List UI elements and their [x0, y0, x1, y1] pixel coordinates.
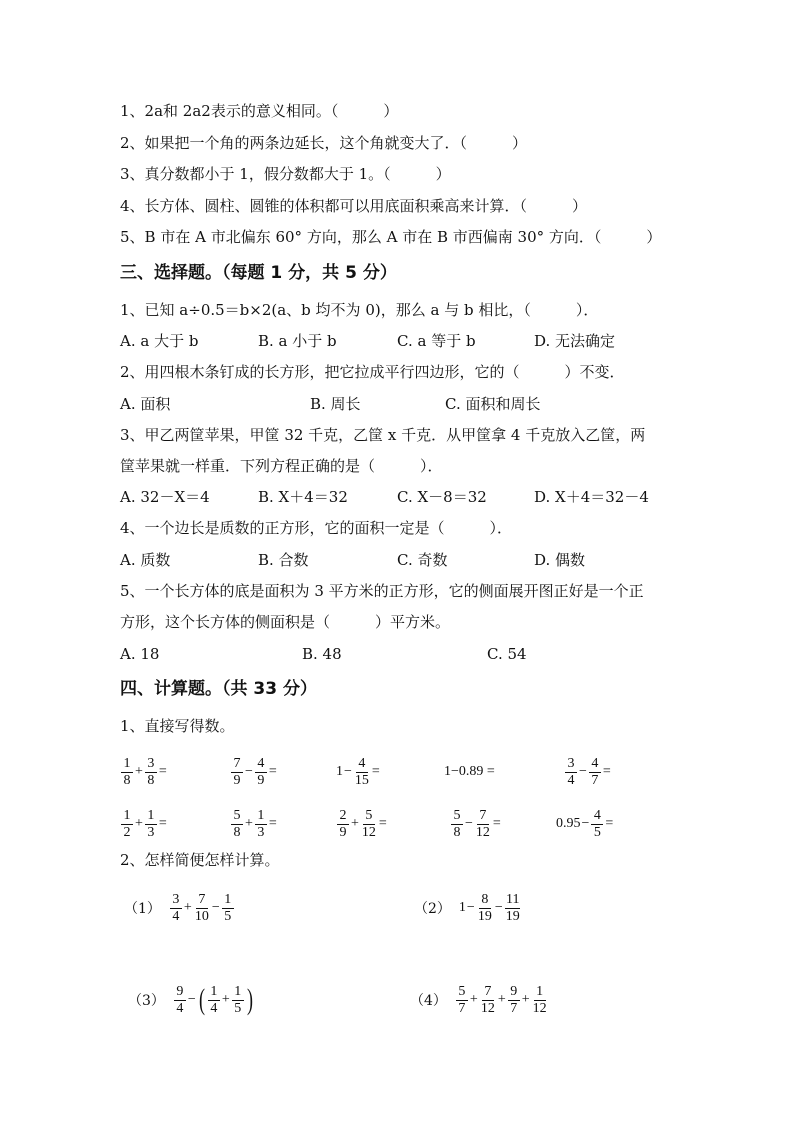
- expr-r1-3: 1 − $\frac{4}{15}$ =: [336, 755, 380, 788]
- option: B. 48: [302, 645, 342, 663]
- fraction: $\frac{5}{8}$: [231, 808, 243, 841]
- option: C. 面积和周长: [445, 395, 541, 413]
- judgment-item-3: 3、真分数都小于 1，假分数都大于 1。（ ）: [120, 165, 451, 183]
- option: C. X－8＝32: [397, 488, 487, 506]
- fraction: $\frac{1}{3}$: [255, 808, 267, 841]
- choice-q3-options: [120, 487, 720, 507]
- judgment-item-5: 5、B 市在 A 市北偏东 60° 方向，那么 A 市在 B 市西偏南 30° 方向．（ ）: [120, 228, 662, 246]
- expr-r1-4: 1−0.89 =: [444, 764, 495, 779]
- choice-q2: 2、用四根木条钉成的长方形，把它拉成平行四边形，它的（ ）不变．: [120, 363, 625, 381]
- choice-heading: 三、选择题。（每题 1 分，共 5 分）: [120, 263, 397, 283]
- fraction: $\frac{5}{7}$: [456, 984, 468, 1017]
- choice-q1-options: [120, 331, 720, 351]
- option: B. 周长: [310, 395, 361, 413]
- fraction: $\frac{3}{4}$: [565, 756, 577, 789]
- judgment-item-1: 1、2a和 2a2表示的意义相同。（ ）: [120, 102, 399, 120]
- fraction: $\frac{1}{5}$: [232, 984, 244, 1017]
- choice-q3-line1: 3、甲乙两筐苹果，甲筐 32 千克，乙筐 x 千克．从甲筐拿 4 千克放入乙筐，两: [120, 426, 646, 444]
- choice-q4-options: [120, 550, 720, 570]
- choice-q3-line2: 筐苹果就一样重．下列方程正确的是（ ）．: [120, 457, 443, 475]
- choice-q2-options: [120, 394, 720, 414]
- fraction: $\frac{7}{10}$: [194, 891, 209, 924]
- option: B. X＋4＝32: [258, 488, 348, 506]
- problem-3: （3） $\frac{9}{4}$ − ( $\frac{1}{4}$ + $\frac{1}{5}$ ): [128, 983, 253, 1016]
- fraction: $\frac{11}{19}$: [505, 891, 520, 924]
- choice-q4: 4、一个边长是质数的正方形，它的面积一定是（ ）．: [120, 519, 513, 537]
- option: C. a 等于 b: [397, 332, 476, 350]
- judgment-item-4: 4、长方体、圆柱、圆锥的体积都可以用底面积乘高来计算．（ ）: [120, 197, 588, 215]
- option: D. X＋4＝32－4: [534, 488, 649, 506]
- option: A. 质数: [120, 551, 171, 569]
- left-parenthesis: (: [198, 983, 205, 1016]
- calc-heading: 四、计算题。（共 33 分）: [120, 679, 317, 699]
- option: D. 无法确定: [534, 332, 616, 350]
- fraction: $\frac{8}{19}$: [477, 891, 492, 924]
- option: B. a 小于 b: [258, 332, 337, 350]
- problem-2: （2） 1 − $\frac{8}{19}$ − $\frac{11}{19}$: [414, 891, 520, 924]
- fraction: $\frac{1}{5}$: [222, 892, 234, 925]
- calc-sub2: 2、怎样简便怎样计算。: [120, 851, 280, 869]
- fraction: $\frac{1}{8}$: [121, 756, 133, 789]
- option: A. 面积: [120, 395, 171, 413]
- fraction: $\frac{4}{15}$: [354, 755, 369, 788]
- option: A. 32－X＝4: [120, 488, 210, 506]
- fraction: $\frac{5}{12}$: [361, 807, 376, 840]
- fraction: $\frac{3}{8}$: [145, 756, 157, 789]
- fraction: $\frac{2}{9}$: [337, 808, 349, 841]
- choice-q1: 1、已知 a÷0.5＝b×2(a、b 均不为 0)，那么 a 与 b 相比，（ ）．: [120, 301, 599, 319]
- fraction: $\frac{4}{5}$: [591, 808, 603, 841]
- option: A. a 大于 b: [120, 332, 199, 350]
- expr-r2-4: $\frac{5}{8}$ − $\frac{7}{12}$ =: [450, 804, 502, 844]
- choice-q5-line1: 5、一个长方体的底是面积为 3 平方米的正方形，它的侧面展开图正好是一个正: [120, 582, 644, 600]
- expr-r2-1: $\frac{1}{2}$ + $\frac{1}{3}$ =: [120, 804, 168, 844]
- problem-1: （1） $\frac{3}{4}$ + $\frac{7}{10}$ − $\frac{1}{5}$: [124, 888, 235, 928]
- judgment-item-2: 2、如果把一个角的两条边延长，这个角就变大了．（ ）: [120, 134, 528, 152]
- choice-q5-options: [120, 644, 720, 664]
- expr-r1-2: $\frac{7}{9}$ − $\frac{4}{9}$ =: [230, 752, 278, 792]
- fraction: $\frac{7}{9}$: [231, 756, 243, 789]
- fraction: $\frac{1}{4}$: [208, 984, 220, 1017]
- fraction: $\frac{7}{12}$: [475, 807, 490, 840]
- fraction: $\frac{1}{3}$: [145, 808, 157, 841]
- fraction: $\frac{1}{2}$: [121, 808, 133, 841]
- fraction: $\frac{9}{7}$: [508, 984, 520, 1017]
- expr-r1-1: $\frac{1}{8}$ + $\frac{3}{8}$ =: [120, 752, 168, 792]
- expr-r2-5: 0.95 − $\frac{4}{5}$ =: [556, 807, 614, 840]
- fraction: $\frac{7}{12}$: [480, 983, 495, 1016]
- fraction: $\frac{9}{4}$: [174, 984, 186, 1017]
- expr-r2-3: $\frac{2}{9}$ + $\frac{5}{12}$ =: [336, 804, 388, 844]
- fraction: $\frac{4}{7}$: [589, 756, 601, 789]
- fraction: $\frac{1}{12}$: [532, 983, 547, 1016]
- expr-r1-5: $\frac{3}{4}$ − $\frac{4}{7}$ =: [564, 752, 612, 792]
- option: A. 18: [120, 645, 160, 663]
- fraction: $\frac{3}{4}$: [170, 892, 182, 925]
- option: D. 偶数: [534, 551, 586, 569]
- fraction: $\frac{4}{9}$: [255, 756, 267, 789]
- option: B. 合数: [258, 551, 309, 569]
- fraction: $\frac{5}{8}$: [451, 808, 463, 841]
- expr-r2-2: $\frac{5}{8}$ + $\frac{1}{3}$ =: [230, 804, 278, 844]
- option: C. 54: [487, 645, 527, 663]
- calc-sub1: 1、直接写得数。: [120, 717, 235, 735]
- choice-q5-line2: 方形，这个长方体的侧面积是（ ）平方米。: [120, 613, 451, 631]
- problem-4: （4） $\frac{5}{7}$ + $\frac{7}{12}$ + $\frac{9}{7}$ + $\frac{1}{12}$: [410, 983, 547, 1016]
- option: C. 奇数: [397, 551, 448, 569]
- right-parenthesis: ): [246, 983, 253, 1016]
